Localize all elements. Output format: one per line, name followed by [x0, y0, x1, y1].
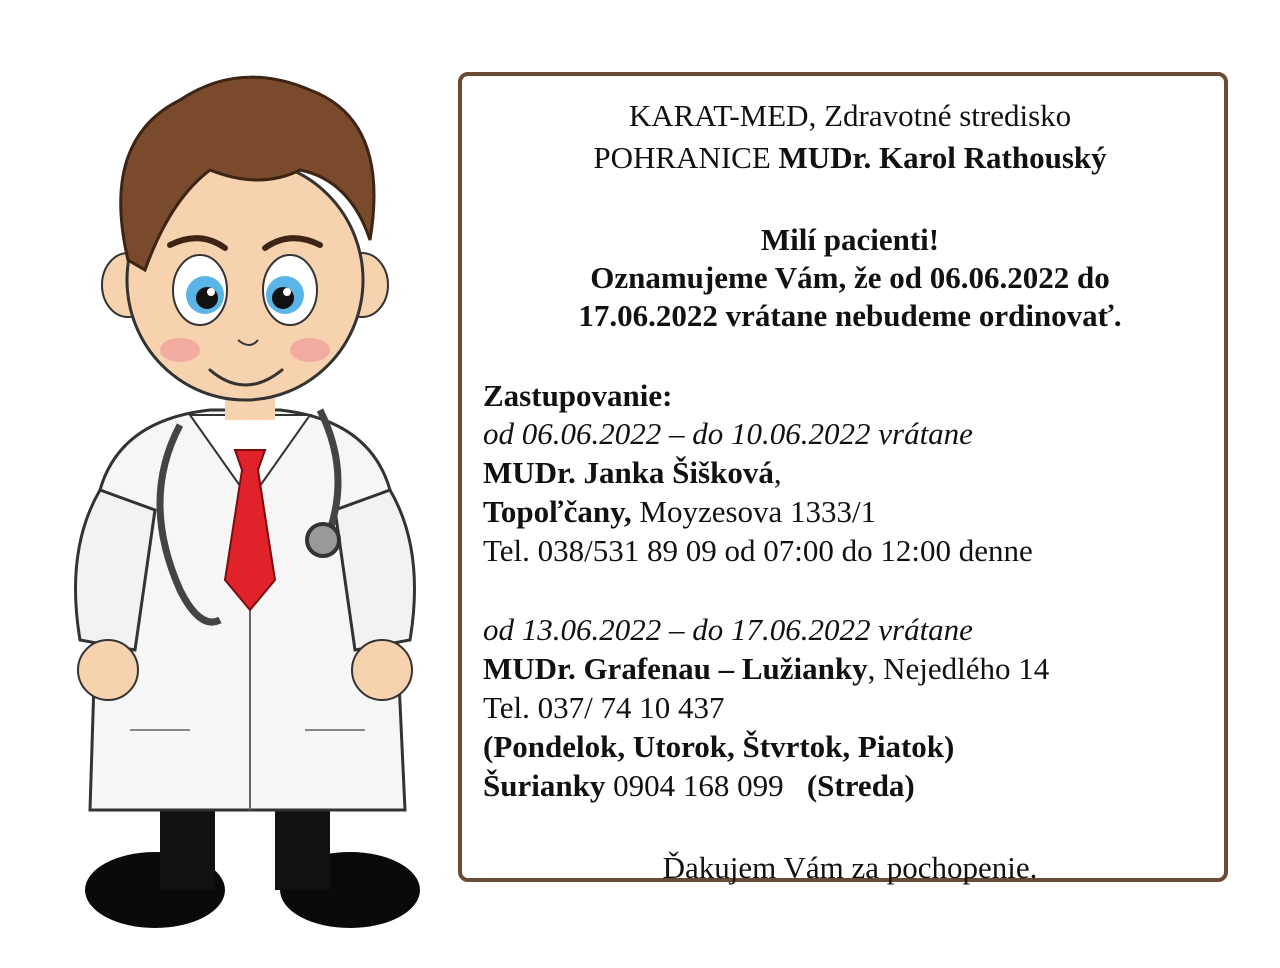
period2-phone: Tel. 037/ 74 10 437 — [483, 690, 725, 725]
clinic-doctor: MUDr. Karol Rathouský — [778, 140, 1107, 175]
period1-dates: od 06.06.2022 – do 10.06.2022 vrátane — [483, 416, 973, 451]
left-leg — [160, 800, 215, 890]
alt-place: Šurianky — [483, 768, 606, 803]
substitution-heading: Zastupovanie: — [483, 378, 673, 413]
alt-day: (Streda) — [806, 768, 915, 803]
period2-dates: od 13.06.2022 – do 17.06.2022 vrátane — [483, 612, 973, 647]
period1-doctor: MUDr. Janka Šišková — [483, 455, 774, 490]
right-leg — [275, 800, 330, 890]
period2-alt-line — [483, 768, 915, 804]
period1-city: Topoľčany, — [483, 494, 632, 529]
thanks-line: Ďakujem Vám za pochopenie. — [662, 850, 1038, 885]
period1-phone: Tel. 038/531 89 09 od 07:00 do 12:00 denne — [483, 533, 1033, 568]
clinic-name: KARAT-MED, Zdravotné stredisko — [628, 98, 1072, 133]
clinic-location: POHRANICE — [593, 140, 779, 175]
period2-doctor-line — [483, 651, 1049, 687]
period1-address: Moyzesova 1333/1 — [631, 494, 877, 529]
doctor-cartoon-icon — [60, 30, 430, 940]
announcement-line-2: 17.06.2022 vrátane nebudeme ordinovať. — [578, 298, 1122, 333]
greeting-title: Milí pacienti! — [760, 222, 940, 257]
announcement-line-1: Oznamujeme Vám, že od 06.06.2022 do — [590, 260, 1110, 295]
period1-address-line — [483, 494, 876, 530]
alt-phone: 0904 168 099 — [605, 768, 807, 803]
period1-doctor-line: MUDr. Janka Šišková, — [483, 455, 782, 490]
period2-days: (Pondelok, Utorok, Štvrtok, Piatok) — [483, 729, 955, 764]
period2-address: , Nejedlého 14 — [867, 651, 1050, 686]
clinic-doctor-line — [465, 140, 1235, 176]
period2-doctor: MUDr. Grafenau – Lužianky — [483, 651, 868, 686]
